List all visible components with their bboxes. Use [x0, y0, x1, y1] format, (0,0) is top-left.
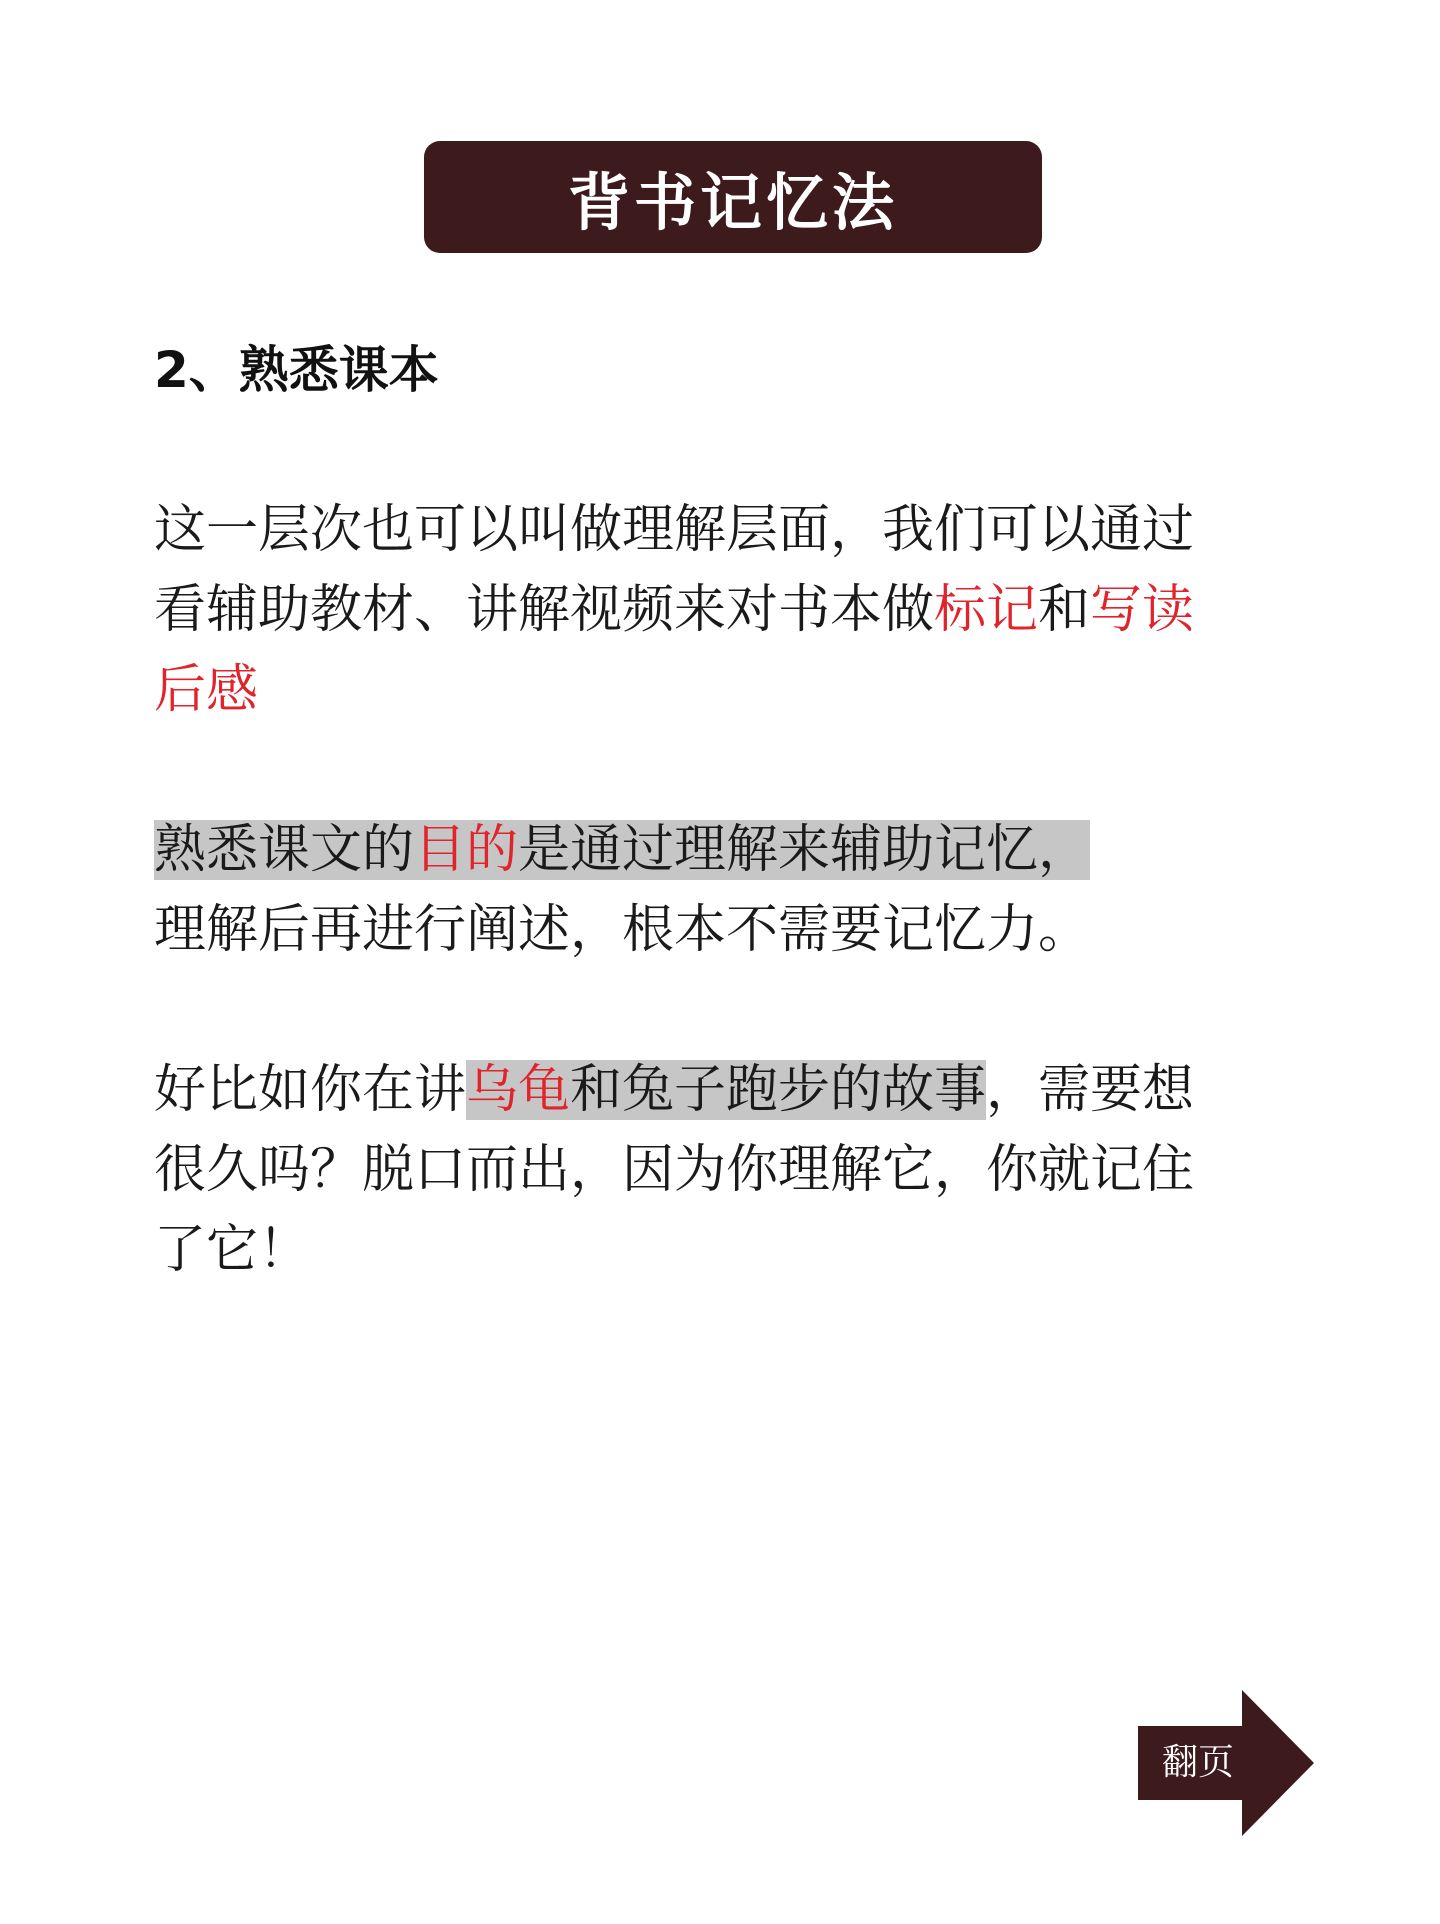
text-run: 理解后再进行阐述，根本不需要记忆力。 [154, 900, 1091, 960]
text-run: 了它！ [154, 1220, 311, 1280]
paragraph-example [154, 1050, 1274, 1290]
emphasis-text: 标记 [934, 580, 1039, 640]
paragraph-understanding [154, 490, 1274, 730]
text-run: 很久吗？脱口而出，因为你理解它，你就记住 [154, 1140, 1195, 1200]
text-run: 和 [1038, 580, 1091, 640]
text-run: 好比如你在讲 [154, 1060, 467, 1120]
next-page-button[interactable] [1138, 1690, 1314, 1836]
text-run: ，需要想 [986, 1060, 1195, 1120]
title-banner [424, 141, 1042, 253]
paragraph-line [154, 1050, 1274, 1130]
emphasis-text: 乌龟 [466, 1060, 571, 1120]
highlighted-text [466, 1060, 986, 1120]
paragraph-line [154, 890, 1274, 970]
paragraph-line [154, 1130, 1274, 1210]
page-title: 背书记忆法 [567, 165, 898, 239]
text-run: 是通过理解来辅助记忆， [518, 820, 1091, 880]
paragraph-line [154, 570, 1274, 650]
paragraph-purpose [154, 810, 1274, 970]
paragraph-line [154, 490, 1274, 570]
text-run: 和兔子跑步的故事 [570, 1060, 987, 1120]
next-page-label: 翻页 [1162, 1742, 1235, 1783]
text-run: 熟悉课文的 [154, 820, 415, 880]
paragraph-line [154, 650, 1274, 730]
text-run: 看辅助教材、讲解视频来对书本做 [154, 580, 935, 640]
text-run: 这一层次也可以叫做理解层面，我们可以通过 [154, 500, 1195, 560]
highlighted-text [154, 820, 1090, 880]
emphasis-text: 后感 [154, 660, 259, 720]
emphasis-text: 目的 [414, 820, 519, 880]
paragraph-line [154, 810, 1274, 890]
paragraph-line [154, 1210, 1274, 1290]
section-heading: 2、熟悉课本 [154, 341, 439, 399]
emphasis-text: 写读 [1090, 580, 1195, 640]
